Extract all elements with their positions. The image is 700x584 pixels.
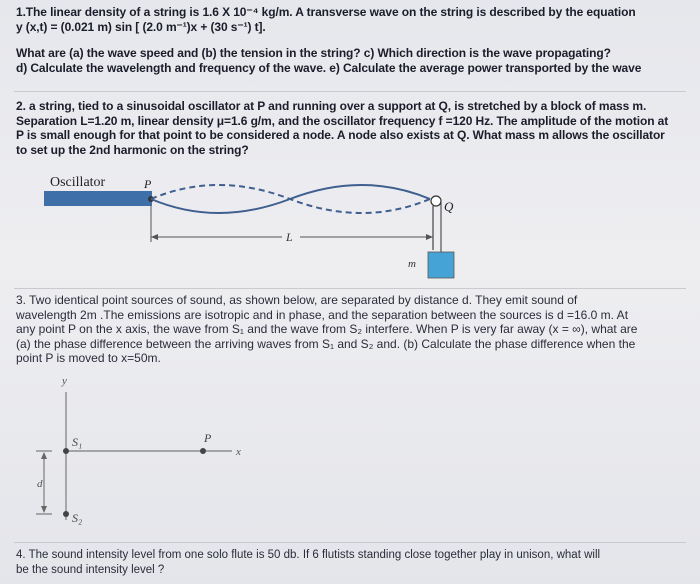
- q1-equation: y (x,t) = (0.021 m) sin [ (2.0 m⁻¹)x + (30 s⁻¹) t].: [16, 19, 266, 34]
- length-label: L: [286, 230, 293, 244]
- q4-line-1: 4. The sound intensity level from one solo flute is 50 db. If 6 flutists standing close together play in unison, what will: [16, 549, 601, 561]
- mass-label: m: [408, 258, 416, 270]
- q2-line-2: Separation L=1.20 m, linear density μ=1.6 g/m, and the oscillator frequency f =120 Hz. The amplitude of the motion at: [16, 113, 669, 128]
- q1-line-3: What are (a) the wave speed and (b) the tension in the string? c) Which direction is the wave propagating?: [16, 46, 611, 60]
- q3-line-4: (a) the phase difference between the arriving waves from S₁ and S₂ and. (b) Calculate the phase difference when the: [16, 336, 636, 351]
- point-p-dot: [200, 448, 206, 454]
- y-axis-label: y: [62, 375, 67, 387]
- x-axis-label: x: [236, 446, 241, 458]
- question-4: [16, 548, 684, 577]
- divider-3: [14, 542, 686, 543]
- q4-line-2: be the sound intensity level ?: [16, 563, 165, 576]
- d-label: d: [37, 478, 43, 490]
- q3-line-2: wavelength 2m .The emissions are isotropic and in phase, and the separation between the sources is d =16.0 m. At: [16, 307, 629, 322]
- source-s2-label: S₂: [72, 511, 83, 525]
- q2-line-3: P is small enough for that point to be considered a node. A node also exists at Q. What mass m allows the oscillator: [16, 128, 665, 142]
- q3-line-5: point P is moved to x=50m.: [16, 351, 161, 365]
- q1-line-1: 1.The linear density of a string is 1.6 X 10⁻⁴ kg/m. A transverse wave on the string is described by the equation: [16, 5, 636, 19]
- d-arrow-bottom: [41, 506, 47, 513]
- q3-line-1: 3. Two identical point sources of sound, as shown below, are separated by distance d. They emit sound of: [16, 293, 578, 307]
- q1-line-4: d) Calculate the wavelength and frequency of the wave. e) Calculate the average power transported by the wave: [16, 60, 642, 75]
- source-s2-dot: [63, 511, 69, 517]
- source-s1-label: S₁: [72, 435, 83, 449]
- point-p-label: P: [144, 177, 152, 191]
- point-p-label-3: P: [204, 431, 212, 445]
- d-arrow-top: [41, 452, 47, 459]
- source-s1-dot: [63, 448, 69, 454]
- oscillator-label: Oscillator: [50, 175, 106, 190]
- point-q-label: Q: [444, 199, 454, 214]
- q2-line-4: to set up the 2nd harmonic on the string?: [16, 142, 249, 157]
- q2-line-1: 2. a string, tied to a sinusoidal oscillator at P and running over a support at Q, is stretched by a block of mass m.: [16, 99, 647, 113]
- q3-line-3: any point P on the x axis, the wave from S₁ and the wave from S₂ interfere. When P is very far away (x = ∞), what are: [16, 322, 638, 336]
